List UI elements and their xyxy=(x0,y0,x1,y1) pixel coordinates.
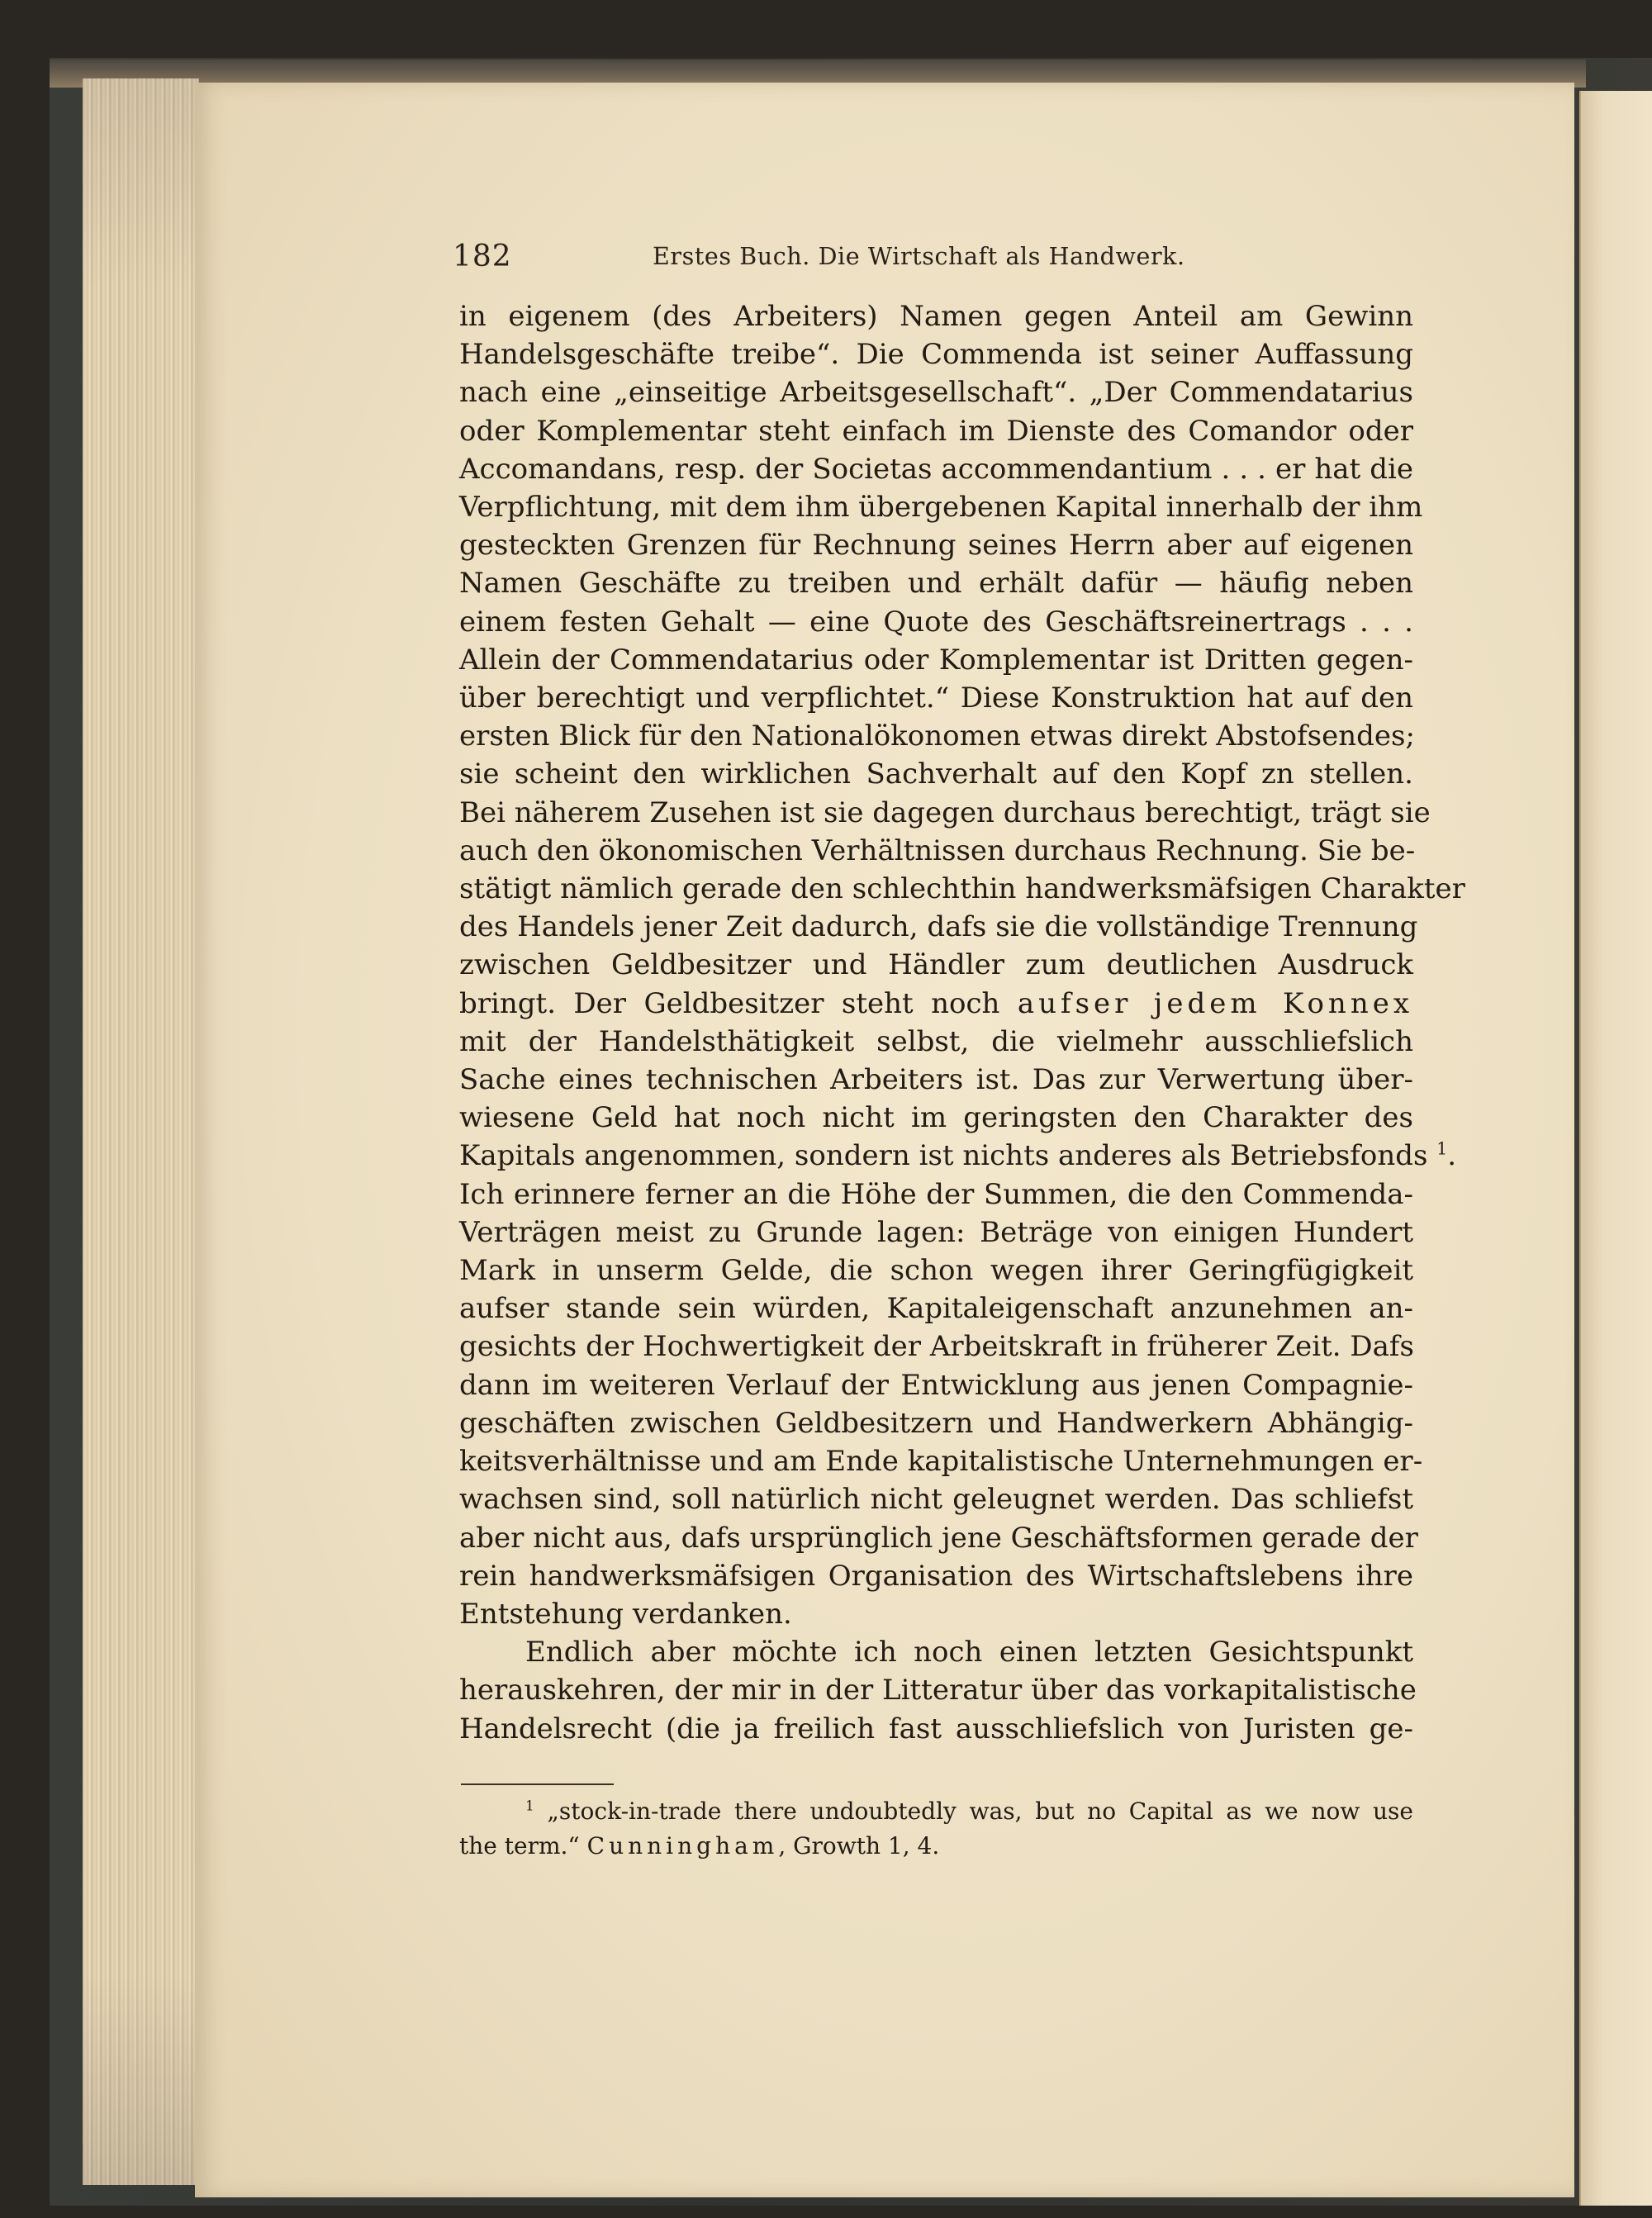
text-line: Handelsrecht (die ja freilich fast ausschliefslich von Juristen ge- xyxy=(459,1712,1413,1745)
text-line: Endlich aber möchte ich noch einen letzten Gesichtspunkt xyxy=(525,1636,1413,1669)
text-line: einem festen Gehalt — eine Quote des Geschäftsreinertrags . . . xyxy=(459,605,1413,639)
running-head-title: Erstes Buch. Die Wirtschaft als Handwerk. xyxy=(653,243,1185,270)
text-run: Kapitals angenommen, sondern ist nichts anderes als Betriebsfonds xyxy=(459,1139,1437,1173)
text-line: Verträgen meist zu Grunde lagen: Beträge von einigen Hundert xyxy=(459,1215,1413,1249)
footnote-marker: 1 xyxy=(525,1797,534,1814)
text-line: zwischen Geldbesitzer und Händler zum deutlichen Ausdruck xyxy=(459,948,1413,982)
text-line xyxy=(459,985,1413,1023)
text-line: Mark in unserm Gelde, die schon wegen ihrer Geringfügigkeit xyxy=(459,1254,1413,1288)
text-line: stätigt nämlich gerade den schlechthin handwerksmäfsigen Charakter xyxy=(459,872,1465,906)
text-line: herauskehren, der mir in der Litteratur über das vorkapitalistische xyxy=(459,1674,1417,1707)
footnote-reference[interactable]: 1 xyxy=(1436,1139,1448,1160)
page-number: 182 xyxy=(453,240,512,273)
text-line: Handelsgeschäfte treibe“. Die Commenda ist seiner Auffassung xyxy=(459,338,1413,372)
text-run: . xyxy=(1447,1139,1457,1173)
text-line: Sache eines technischen Arbeiters ist. Das zur Verwertung über- xyxy=(459,1063,1413,1097)
text-line: rein handwerksmäfsigen Organisation des Wirtschaftslebens ihre xyxy=(459,1559,1413,1593)
text-line: Bei näherem Zusehen ist sie dagegen durchaus berechtigt, trägt sie xyxy=(459,796,1431,829)
text-line: gesteckten Grenzen für Rechnung seines Herrn aber auf eigenen xyxy=(459,529,1413,563)
text-line: in eigenem (des Arbeiters) Namen gegen Anteil am Gewinn xyxy=(459,300,1413,333)
running-head xyxy=(453,240,1419,281)
text-line: des Handels jener Zeit dadurch, dafs sie die vollständige Trennung xyxy=(459,910,1418,944)
text-line: Allein der Commendatarius oder Komplementar ist Dritten gegen- xyxy=(459,643,1413,677)
text-line: Verpflichtung, mit dem ihm übergebenen Kapital innerhalb der ihm xyxy=(459,491,1423,525)
text-line: wachsen sind, soll natürlich nicht geleugnet werden. Das schliefst xyxy=(459,1483,1413,1517)
text-line: Entstehung verdanken. xyxy=(459,1597,792,1631)
footnote-text-2-prefix: the term.“ xyxy=(459,1832,587,1859)
emphasis-spaced: aufser jedem Konnex xyxy=(1017,986,1414,1020)
footnote-line-2 xyxy=(459,1829,1413,1864)
footnote-line-1 xyxy=(459,1794,1413,1829)
text-line: oder Komplementar steht einfach im Dienste des Comandor oder xyxy=(459,414,1413,448)
text-line: sie scheint den wirklichen Sachverhalt auf den Kopf zn stellen. xyxy=(459,758,1413,791)
text-line: Namen Geschäfte zu treiben und erhält dafür — häufig neben xyxy=(459,567,1413,601)
text-line: dann im weiteren Verlauf der Entwicklung aus jenen Compagnie- xyxy=(459,1368,1413,1402)
page-edges xyxy=(83,78,199,2185)
text-line: aber nicht aus, dafs ursprünglich jene Geschäftsformen gerade der xyxy=(459,1521,1418,1555)
paragraph-1 xyxy=(459,297,1465,1633)
paragraph-2 xyxy=(459,1633,1417,1748)
text-line: keitsverhältnisse und am Ende kapitalistische Unternehmungen er- xyxy=(459,1445,1423,1479)
text-run: bringt. Der Geldbesitzer steht noch xyxy=(459,986,1018,1020)
text-line: Accomandans, resp. der Societas accommendantium . . . er hat die xyxy=(459,452,1413,486)
facing-page xyxy=(1579,91,1652,2206)
text-line: wiesene Geld hat noch nicht im geringsten den Charakter des xyxy=(459,1101,1413,1135)
text-line: Ich erinnere ferner an die Höhe der Summen, die den Commenda- xyxy=(459,1177,1413,1211)
text-line: auch den ökonomischen Verhältnissen durchaus Rechnung. Sie be- xyxy=(459,834,1416,867)
footnote xyxy=(459,1794,1413,1864)
text-line xyxy=(459,1137,1457,1175)
footnote-text-1: „stock-in-trade there undoubtedly was, but no Capital as we now use xyxy=(547,1798,1414,1825)
text-line: nach eine „einseitige Arbeitsgesellschaft“. „Der Commendatarius xyxy=(459,376,1413,410)
text-line: ersten Blick für den Nationalökonomen etwas direkt Abstofsendes; xyxy=(459,720,1415,753)
text-line: aufser stande sein würden, Kapitaleigenschaft anzunehmen an- xyxy=(459,1292,1413,1326)
body-text xyxy=(459,297,1465,1748)
text-line: mit der Handelsthätigkeit selbst, die vielmehr ausschliefslich xyxy=(459,1024,1413,1058)
text-line: gesichts der Hochwertigkeit der Arbeitskraft in früherer Zeit. Dafs xyxy=(459,1330,1414,1364)
footnote-text-2-suffix: , Growth 1, 4. xyxy=(778,1832,940,1859)
text-line: geschäften zwischen Geldbesitzern und Handwerkern Abhängig- xyxy=(459,1406,1413,1440)
footnote-rule xyxy=(461,1783,614,1785)
footnote-author: Cunningham xyxy=(586,1832,779,1859)
text-line: über berechtigt und verpflichtet.“ Diese Konstruktion hat auf den xyxy=(459,682,1413,715)
